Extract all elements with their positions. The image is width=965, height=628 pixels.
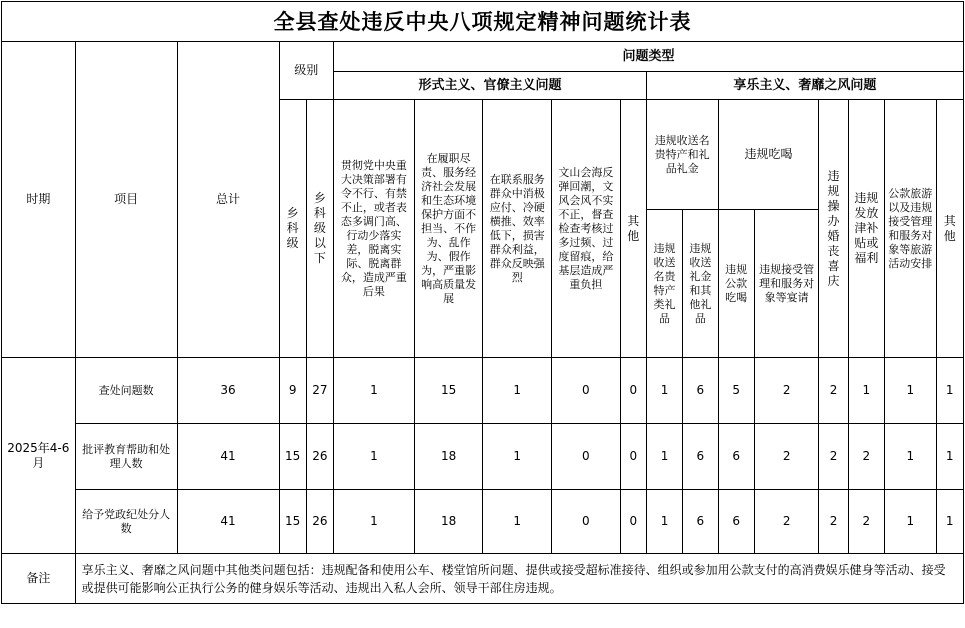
note-row	[2, 554, 964, 604]
header-formalism-4: 文山会海反弹回潮，文风会风不实不正，督查检查考核过多过频、过度留痕，给基层造成严重负担	[552, 100, 621, 358]
header-dining-sub-2: 违规接受管理和服务对象等宴请	[754, 210, 819, 358]
header-hedonism-group: 享乐主义、奢靡之风问题	[646, 72, 963, 100]
item-cell: 给予党政纪处分人数	[75, 490, 177, 554]
table-row	[2, 358, 964, 424]
item-cell: 批评教育帮助和处理人数	[75, 424, 177, 490]
header-formalism-group: 形式主义、官僚主义问题	[334, 72, 647, 100]
stats-table-page	[1, 1, 964, 626]
d1-cell: 6	[718, 490, 754, 554]
header-formalism-1: 贯彻党中央重大决策部署有令不行、有禁不止，或者表态多调门高、行动少落实差，脱离实际、脱离群众，造成严重后果	[334, 100, 415, 358]
f5-cell: 0	[620, 358, 646, 424]
h1-cell: 2	[819, 358, 848, 424]
header-problem-type: 问题类型	[334, 42, 964, 72]
below-cell: 27	[306, 358, 333, 424]
g2-cell: 6	[683, 490, 718, 554]
stats-table	[1, 41, 964, 604]
f1-cell: 1	[334, 424, 415, 490]
header-total: 总计	[177, 42, 279, 358]
d2-cell: 2	[754, 490, 819, 554]
header-level: 级别	[279, 42, 334, 100]
f4-cell: 0	[552, 490, 621, 554]
h4-cell: 1	[936, 358, 964, 424]
total-cell: 41	[177, 490, 279, 554]
h3-cell: 1	[885, 424, 936, 490]
f3-cell: 1	[483, 424, 552, 490]
d1-cell: 5	[718, 358, 754, 424]
header-hedonism-1: 违规操办婚丧喜庆	[819, 100, 848, 358]
g2-cell: 6	[683, 424, 718, 490]
h1-cell: 2	[819, 424, 848, 490]
h4-cell: 1	[936, 490, 964, 554]
g1-cell: 1	[646, 424, 682, 490]
f2-cell: 18	[414, 424, 483, 490]
header-gift-sub-2: 违规收送礼金和其他礼品	[683, 210, 718, 358]
header-hedonism-3: 公款旅游以及违规接受管理和服务对象等旅游活动安排	[885, 100, 936, 358]
d2-cell: 2	[754, 424, 819, 490]
g2-cell: 6	[683, 358, 718, 424]
header-hedonism-other: 其他	[936, 100, 964, 358]
f3-cell: 1	[483, 358, 552, 424]
f1-cell: 1	[334, 358, 415, 424]
township-cell: 15	[279, 490, 306, 554]
f4-cell: 0	[552, 424, 621, 490]
h1-cell: 2	[819, 490, 848, 554]
below-cell: 26	[306, 490, 333, 554]
table-row	[2, 490, 964, 554]
f5-cell: 0	[620, 490, 646, 554]
g1-cell: 1	[646, 490, 682, 554]
header-formalism-2: 在履职尽责、服务经济社会发展和生态环境保护方面不担当、不作为、乱作为、假作为，严重影响高质量发展	[414, 100, 483, 358]
note-label: 备注	[2, 554, 76, 604]
period-cell: 2025年4-6月	[2, 358, 76, 554]
header-hedonism-2: 违规发放津补贴或福利	[848, 100, 884, 358]
h3-cell: 1	[885, 358, 936, 424]
f2-cell: 15	[414, 358, 483, 424]
header-item: 项目	[75, 42, 177, 358]
table-row	[2, 424, 964, 490]
h4-cell: 1	[936, 424, 964, 490]
f5-cell: 0	[620, 424, 646, 490]
header-period: 时期	[2, 42, 76, 358]
total-cell: 41	[177, 424, 279, 490]
header-dining-group: 违规吃喝	[718, 100, 819, 210]
h2-cell: 1	[848, 358, 884, 424]
g1-cell: 1	[646, 358, 682, 424]
table-title: 全县查处违反中央八项规定精神问题统计表	[1, 1, 964, 41]
f2-cell: 18	[414, 490, 483, 554]
header-level-township: 乡科级	[279, 100, 306, 358]
h2-cell: 2	[848, 490, 884, 554]
f1-cell: 1	[334, 490, 415, 554]
f3-cell: 1	[483, 490, 552, 554]
h3-cell: 1	[885, 490, 936, 554]
below-cell: 26	[306, 424, 333, 490]
note-text: 享乐主义、奢靡之风问题中其他类问题包括：违规配备和使用公车、楼堂馆所问题、提供或接受超标准接待、组织或参加用公款支付的高消费娱乐健身等活动、接受或提供可能影响公正执行公务的健身娱乐等活动、违规出入私人会所、领导干部住房违规。	[75, 554, 963, 604]
header-dining-sub-1: 违规公款吃喝	[718, 210, 754, 358]
f4-cell: 0	[552, 358, 621, 424]
header-gift-sub-1: 违规收送名贵特产类礼品	[646, 210, 682, 358]
header-formalism-other: 其他	[620, 100, 646, 358]
township-cell: 9	[279, 358, 306, 424]
header-gift-group: 违规收送名贵特产和礼品礼金	[646, 100, 718, 210]
h2-cell: 2	[848, 424, 884, 490]
header-level-below: 乡科级以下	[306, 100, 333, 358]
township-cell: 15	[279, 424, 306, 490]
d1-cell: 6	[718, 424, 754, 490]
total-cell: 36	[177, 358, 279, 424]
item-cell: 查处问题数	[75, 358, 177, 424]
header-formalism-3: 在联系服务群众中消极应付、冷硬横推、效率低下，损害群众利益，群众反映强烈	[483, 100, 552, 358]
d2-cell: 2	[754, 358, 819, 424]
